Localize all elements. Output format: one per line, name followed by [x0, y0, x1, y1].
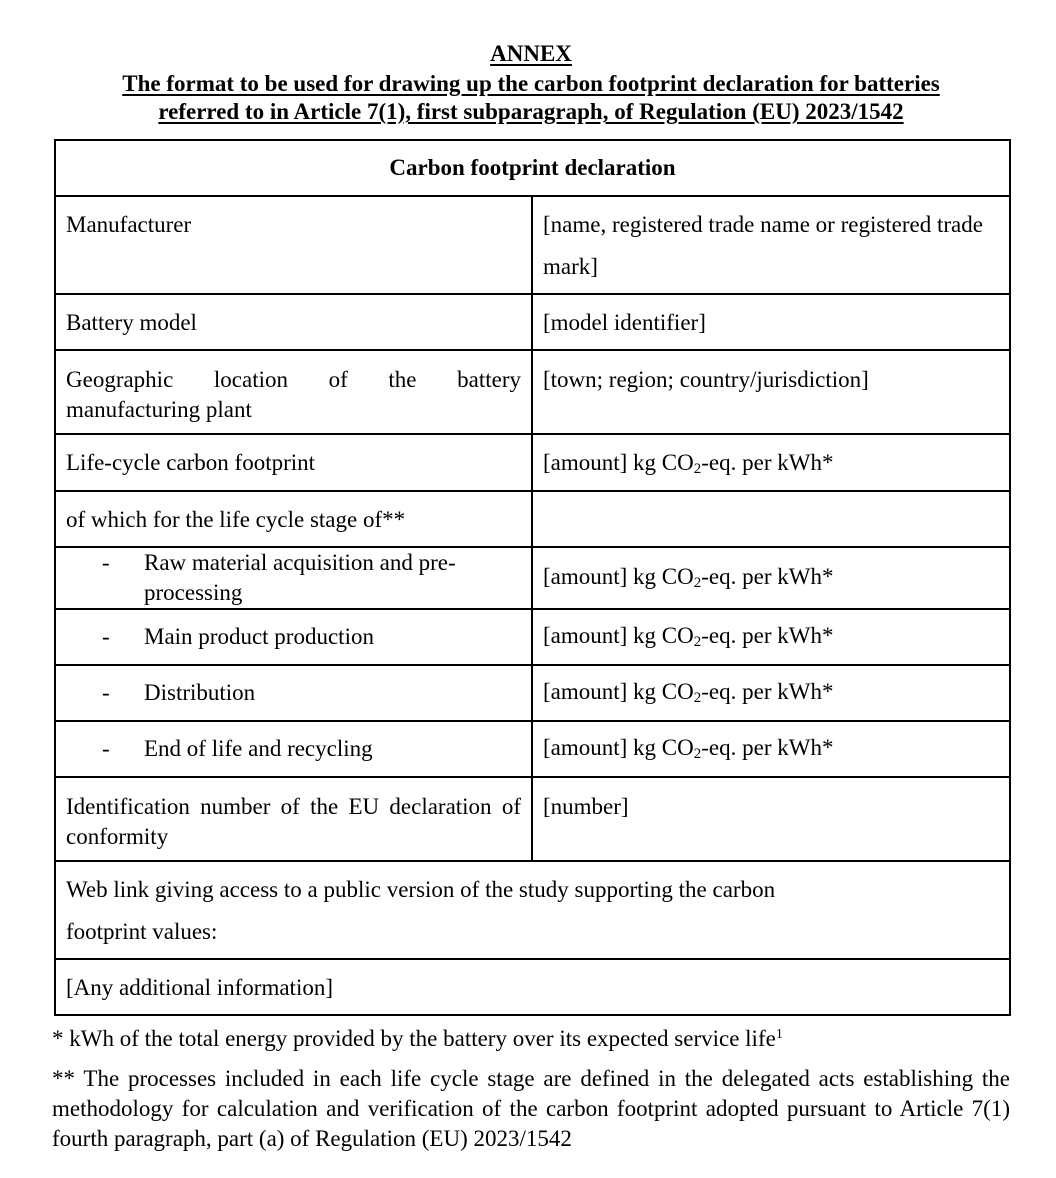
stage-label: - Distribution: [55, 665, 532, 721]
stage-value: [amount] kg $CO_2-eq$. per kWh*: [532, 609, 1010, 665]
footnote-processes: ** The processes included in each life cycle stage are defined in the delegated acts establishing the methodology for calculation and verification of the carbon footprint adopted pursuant to Article 7(1) fourth paragraph, part (a) of Regulation (EU) 2023/1542: [52, 1066, 1010, 1151]
stage-label: - End of life and recycling: [55, 721, 532, 777]
manufacturer-label: Manufacturer: [55, 196, 532, 294]
list-dash: -: [102, 736, 110, 761]
stage-label: - Raw material acquisition and pre-processing: [55, 547, 532, 609]
eu-declaration-value: [number]: [532, 777, 1010, 861]
annex-heading: ANNEX: [490, 41, 572, 66]
table-row: [55, 196, 1010, 294]
list-dash: -: [102, 624, 110, 649]
list-dash: -: [102, 680, 110, 705]
eu-declaration-label: Identification number of the EU declaration of conformity: [55, 777, 532, 861]
carbon-footprint-table: [54, 139, 1011, 1016]
title-line-2: referred to in Article 7(1), first subparagraph, of Regulation (EU) 2023/1542: [158, 99, 904, 124]
lifecycle-label: Life-cycle carbon footprint: [55, 434, 532, 491]
location-value: [town; region; country/jurisdiction]: [532, 350, 1010, 434]
table-row: [55, 491, 1010, 547]
table-row: [55, 434, 1010, 491]
web-link-label: Web link giving access to a public version of the study supporting the carbon footprint values:: [55, 861, 1010, 959]
footnote-kwh: * kWh of the total energy provided by the battery over its expected service life$^1$: [52, 1026, 783, 1051]
lifecycle-value: [amount] kg $CO_2-eq$. per kWh*: [532, 434, 1010, 491]
stage-value: [amount] kg $CO_2-eq$. per kWh*: [532, 665, 1010, 721]
table-row: [55, 777, 1010, 861]
location-label: Geographic location of the battery manufacturing plant: [55, 350, 532, 434]
table-row: [55, 861, 1010, 959]
stage-label: - Main product production: [55, 609, 532, 665]
stage-row: [55, 547, 1010, 609]
stage-header-label: of which for the life cycle stage of**: [55, 491, 532, 547]
battery-model-label: Battery model: [55, 294, 532, 350]
table-title: Carbon footprint declaration: [55, 140, 1010, 196]
additional-info: [Any additional information]: [55, 959, 1010, 1015]
stage-row: [55, 721, 1010, 777]
table-title-row: [55, 140, 1010, 196]
stage-value: [amount] kg $CO_2-eq$. per kWh*: [532, 547, 1010, 609]
stage-header-value: [532, 491, 1010, 547]
stage-row: [55, 665, 1010, 721]
table-row: [55, 294, 1010, 350]
manufacturer-value: [name, registered trade name or registered trade mark]: [532, 196, 1010, 294]
battery-model-value: [model identifier]: [532, 294, 1010, 350]
table-row: [55, 350, 1010, 434]
list-dash: -: [102, 550, 110, 575]
table-row: [55, 959, 1010, 1015]
footnote-reference: 1: [775, 1027, 783, 1042]
stage-value: [amount] kg $CO_2-eq$. per kWh*: [532, 721, 1010, 777]
stage-row: [55, 609, 1010, 665]
title-line-1: The format to be used for drawing up the carbon footprint declaration for batteries: [122, 71, 940, 96]
